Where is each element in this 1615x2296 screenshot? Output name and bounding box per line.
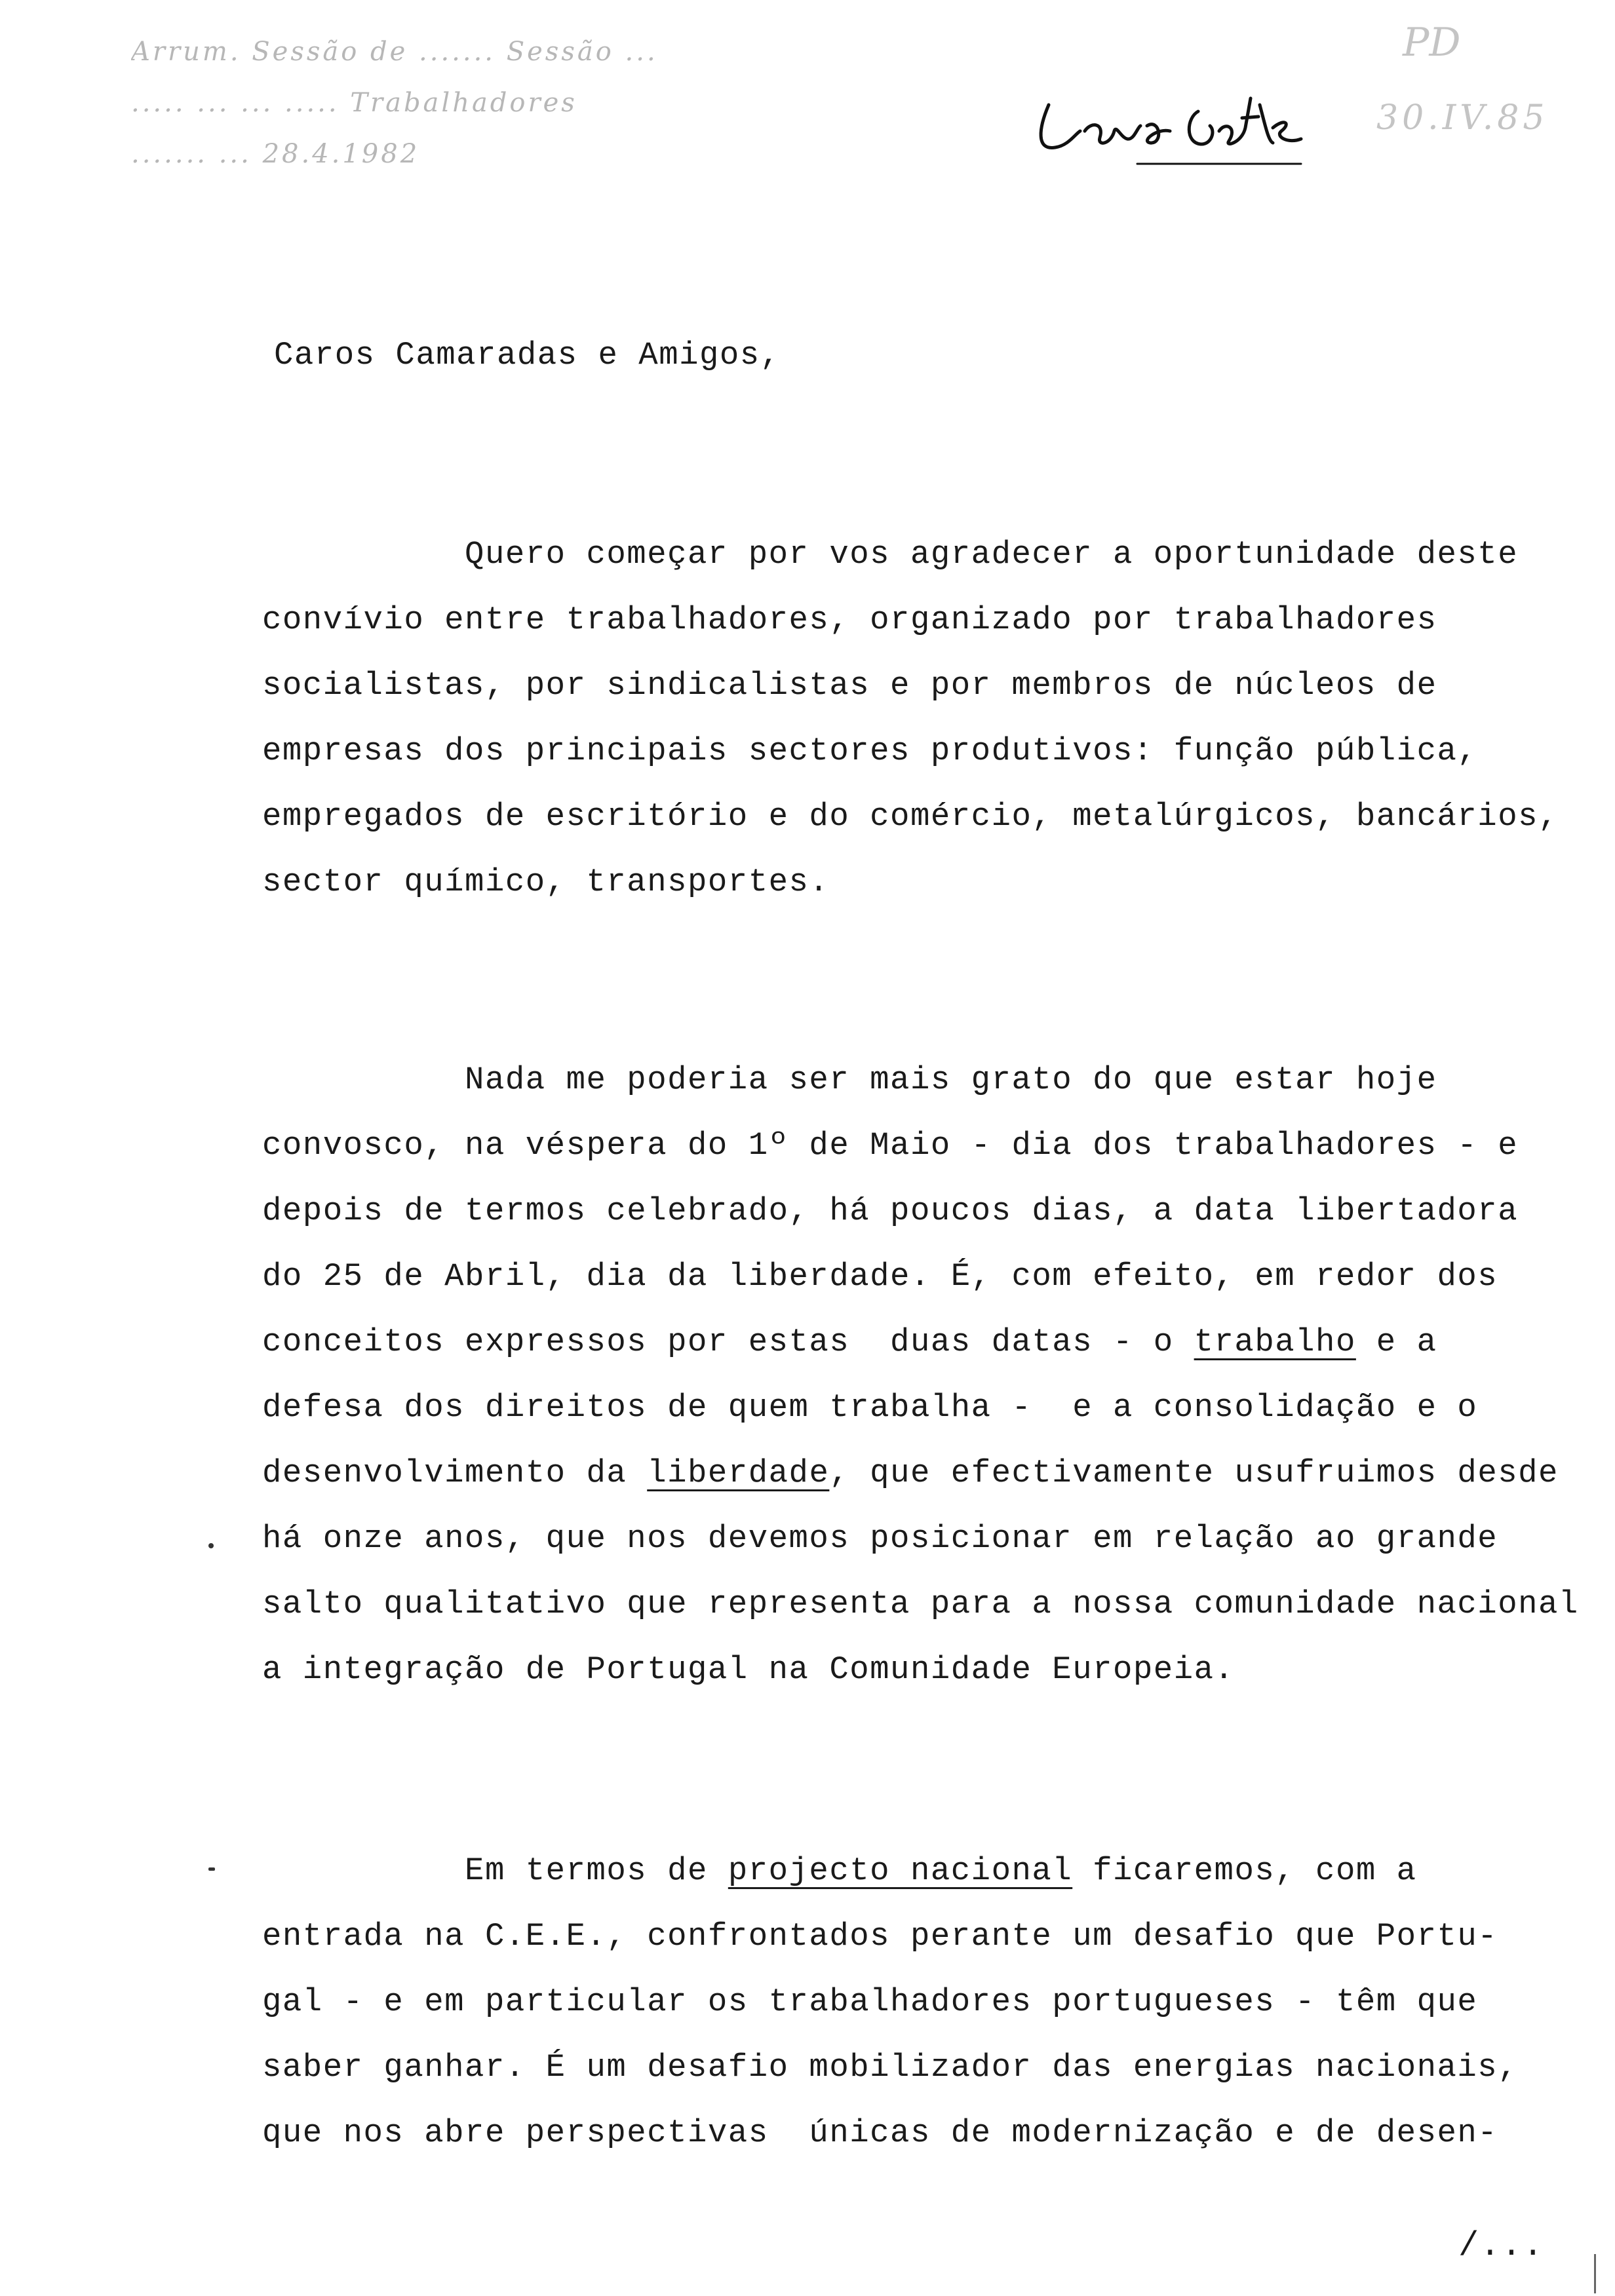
continuation-mark: /... xyxy=(1458,2227,1544,2265)
handwritten-signature xyxy=(1029,66,1324,177)
pencil-annotation-line: ....... ... 28.4.1982 xyxy=(131,139,420,169)
paragraph-line: entrada na C.E.E., confrontados perante um desafio que Portu- xyxy=(262,1918,1498,1955)
pencil-annotation-line: ..... ... ... ..... Trabalhadores xyxy=(131,88,577,118)
salutation: Caros Camaradas e Amigos, xyxy=(274,337,781,373)
line-segment: e a xyxy=(1355,1324,1437,1360)
paragraph-line: Quero começar por vos agradecer a oportunidade deste xyxy=(262,536,1519,573)
paragraph-line: defesa dos direitos de quem trabalha - e a consolidação e o xyxy=(262,1389,1478,1426)
margin-dot xyxy=(208,1543,214,1548)
paragraph-line xyxy=(262,1838,1547,1904)
paragraph-line: do 25 de Abril, dia da liberdade. É, com efeito, em redor dos xyxy=(262,1258,1498,1295)
underlined-phrase-projecto-nacional: projecto nacional xyxy=(728,1852,1073,1889)
paragraph-line: salto qualitativo que representa para a nossa comunidade nacional xyxy=(262,1586,1579,1622)
paragraph-line: gal - e em particular os trabalhadores portugueses - têm que xyxy=(262,1983,1478,2020)
corner-pencil-mark: PD xyxy=(1403,20,1461,66)
paragraph-line xyxy=(262,1440,1559,1506)
line-segment: conceitos expressos por estas duas datas - o xyxy=(262,1324,1194,1360)
paragraph-line: socialistas, por sindicalistas e por membros de núcleos de xyxy=(262,667,1437,704)
line-segment: desenvolvimento da xyxy=(262,1455,648,1491)
page-edge-mark xyxy=(1594,2254,1596,2293)
paragraph-line: há onze anos, que nos devemos posicionar em relação ao grande xyxy=(262,1520,1498,1557)
line-segment: ficaremos, com a xyxy=(1072,1852,1417,1889)
paragraph-line: convosco, na véspera do 1º de Maio - dia dos trabalhadores - e xyxy=(262,1127,1519,1164)
corner-pencil-date: 30.IV.85 xyxy=(1376,98,1549,138)
paragraph-line: empresas dos principais sectores produtivos: função pública, xyxy=(262,733,1478,769)
paragraph-line: que nos abre perspectivas únicas de modernização e de desen- xyxy=(262,2114,1498,2151)
line-segment: , que efectivamente usufruimos desde xyxy=(829,1455,1559,1491)
paragraph-line: convívio entre trabalhadores, organizado por trabalhadores xyxy=(262,602,1437,638)
margin-dash xyxy=(208,1867,215,1871)
paragraph-line: saber ganhar. É um desafio mobilizador das energias nacionais, xyxy=(262,2049,1519,2086)
pencil-annotation-line: Arrum. Sessão de ....... Sessão ... xyxy=(131,37,658,67)
paragraph-line: depois de termos celebrado, há poucos dias, a data libertadora xyxy=(262,1193,1519,1229)
paragraph-line: empregados de escritório e do comércio, metalúrgicos, bancários, xyxy=(262,798,1559,835)
line-segment: Em termos de xyxy=(262,1852,728,1889)
paragraph-line: Nada me poderia ser mais grato do que estar hoje xyxy=(262,1062,1437,1098)
paragraph-line: sector químico, transportes. xyxy=(262,864,830,900)
paragraph-line: a integração de Portugal na Comunidade Europeia. xyxy=(262,1651,1235,1688)
paragraph-2 xyxy=(262,1047,1579,1702)
underlined-word-trabalho: trabalho xyxy=(1194,1324,1356,1360)
underlined-word-liberdade: liberdade xyxy=(647,1455,830,1491)
paragraph-3 xyxy=(262,1838,1547,2166)
paragraph-1 xyxy=(262,522,1559,915)
paragraph-line xyxy=(262,1309,1547,1375)
pencil-annotation xyxy=(131,26,819,197)
